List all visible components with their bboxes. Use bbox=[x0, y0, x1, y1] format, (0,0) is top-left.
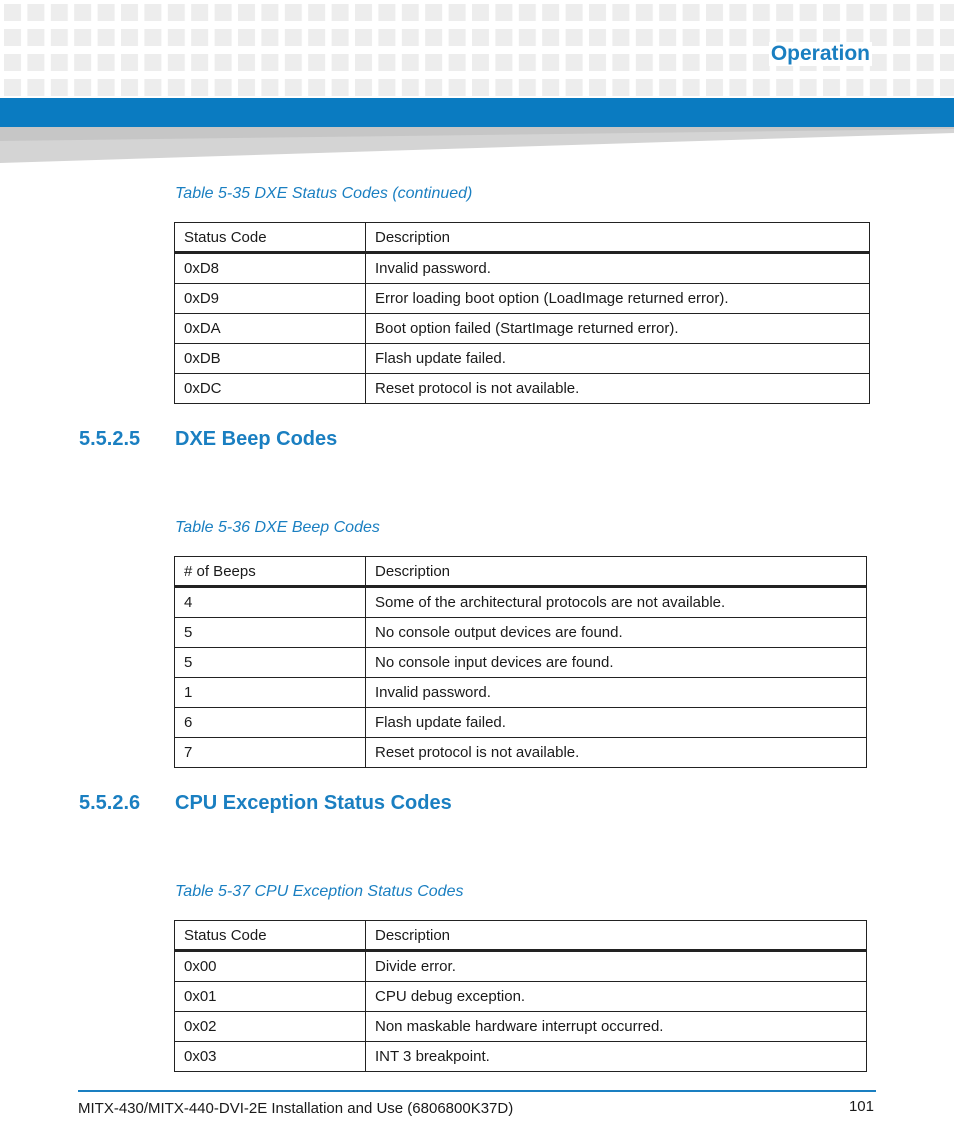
status-codes-table bbox=[174, 222, 870, 404]
column-header: Description bbox=[366, 557, 867, 587]
table-row bbox=[175, 344, 870, 374]
table-caption: Table 5-37 CPU Exception Status Codes bbox=[175, 883, 464, 900]
table-cell: Divide error. bbox=[366, 951, 867, 982]
table-cell: Some of the architectural protocols are not available. bbox=[366, 587, 867, 618]
table-cell: 0xD8 bbox=[175, 253, 366, 284]
section-title: CPU Exception Status Codes bbox=[175, 792, 452, 814]
table-cell: 0x01 bbox=[175, 982, 366, 1012]
column-header: # of Beeps bbox=[175, 557, 366, 587]
table-row bbox=[175, 648, 867, 678]
table-cell: 0x02 bbox=[175, 1012, 366, 1042]
header-gray-wedge bbox=[0, 127, 954, 163]
beep-codes-table bbox=[174, 556, 867, 768]
column-header: Description bbox=[366, 223, 870, 253]
column-header: Status Code bbox=[175, 223, 366, 253]
table-row bbox=[175, 951, 867, 982]
table-cell: Invalid password. bbox=[366, 678, 867, 708]
table-cell: 0xD9 bbox=[175, 284, 366, 314]
column-header: Description bbox=[366, 921, 867, 951]
table-cell: 5 bbox=[175, 618, 366, 648]
table-row bbox=[175, 284, 870, 314]
table-row bbox=[175, 314, 870, 344]
table-cell: 0x03 bbox=[175, 1042, 366, 1072]
table-cell: Reset protocol is not available. bbox=[366, 738, 867, 768]
table-cell: INT 3 breakpoint. bbox=[366, 1042, 867, 1072]
table-caption: Table 5-36 DXE Beep Codes bbox=[175, 519, 380, 536]
table-cell: 5 bbox=[175, 648, 366, 678]
table-cell: 0xDC bbox=[175, 374, 366, 404]
header-blue-bar bbox=[0, 98, 954, 127]
page-number: 101 bbox=[848, 1098, 874, 1115]
table-cell: No console input devices are found. bbox=[366, 648, 867, 678]
table-row bbox=[175, 738, 867, 768]
table-row bbox=[175, 1012, 867, 1042]
column-header: Status Code bbox=[175, 921, 366, 951]
table-row bbox=[175, 1042, 867, 1072]
table-cell: Flash update failed. bbox=[366, 708, 867, 738]
table-cell: 0x00 bbox=[175, 951, 366, 982]
table-header-row bbox=[175, 223, 870, 253]
table-row bbox=[175, 708, 867, 738]
table-row bbox=[175, 678, 867, 708]
section-number: 5.5.2.6 bbox=[79, 792, 141, 814]
table-row bbox=[175, 982, 867, 1012]
table-cell: 7 bbox=[175, 738, 366, 768]
table-caption: Table 5-35 DXE Status Codes (continued) bbox=[175, 185, 473, 202]
table-cell: Flash update failed. bbox=[366, 344, 870, 374]
section-number: 5.5.2.5 bbox=[79, 428, 141, 450]
footer-rule bbox=[78, 1090, 876, 1092]
table-cell: 0xDB bbox=[175, 344, 366, 374]
table-cell: 4 bbox=[175, 587, 366, 618]
table-cell: Reset protocol is not available. bbox=[366, 374, 870, 404]
cpu-exception-codes-table bbox=[174, 920, 867, 1072]
table-header-row bbox=[175, 557, 867, 587]
table-cell: CPU debug exception. bbox=[366, 982, 867, 1012]
footer-document-title: MITX-430/MITX-440-DVI-2E Installation and Use (6806800K37D) bbox=[78, 1100, 514, 1117]
table-row bbox=[175, 374, 870, 404]
table-cell: 1 bbox=[175, 678, 366, 708]
table-cell: Boot option failed (StartImage returned error). bbox=[366, 314, 870, 344]
section-title: DXE Beep Codes bbox=[175, 428, 338, 450]
table-cell: 0xDA bbox=[175, 314, 366, 344]
table-row bbox=[175, 618, 867, 648]
table-row bbox=[175, 253, 870, 284]
table-cell: Invalid password. bbox=[366, 253, 870, 284]
page-section-title: Operation bbox=[770, 42, 870, 65]
table-row bbox=[175, 587, 867, 618]
section-heading bbox=[79, 792, 452, 815]
table-cell: No console output devices are found. bbox=[366, 618, 867, 648]
table-header-row bbox=[175, 921, 867, 951]
table-cell: 6 bbox=[175, 708, 366, 738]
section-heading bbox=[79, 428, 337, 451]
table-cell: Error loading boot option (LoadImage returned error). bbox=[366, 284, 870, 314]
table-cell: Non maskable hardware interrupt occurred. bbox=[366, 1012, 867, 1042]
